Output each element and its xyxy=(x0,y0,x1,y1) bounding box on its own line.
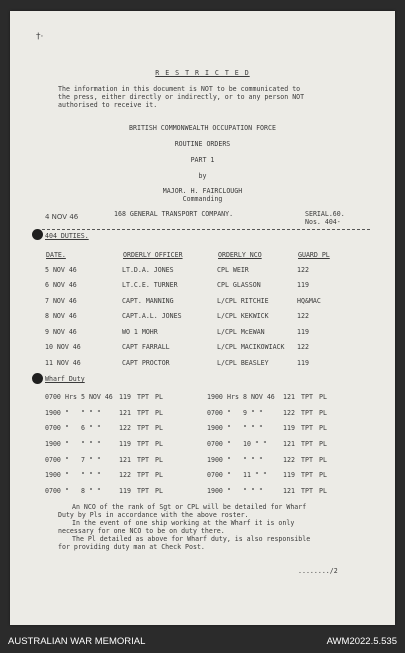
shift-time: 0700 xyxy=(45,392,61,401)
orderly-officer: CAPT FARRALL xyxy=(122,343,170,352)
orderly-officer: WO 1 MOHR xyxy=(122,327,158,336)
shift-time: 1900 xyxy=(207,392,223,401)
order-numbers: Nos. 404- xyxy=(305,218,341,226)
shift-date: 10 " " xyxy=(243,439,267,448)
platoon-number: 119 xyxy=(119,392,131,401)
duty-date: 5 NOV 46 xyxy=(45,265,77,274)
pl-label: PL xyxy=(155,439,163,448)
wharf-duty-table xyxy=(45,389,339,499)
orderly-officer: LT.C.E. TURNER xyxy=(122,281,178,290)
shift-date: 8 " " xyxy=(81,486,101,495)
wharf-row xyxy=(45,436,339,452)
commanding-officer: MAJOR. H. FAIRCLOUGH xyxy=(162,187,243,195)
shift-date: " " " xyxy=(243,486,263,495)
platoon-number: 121 xyxy=(119,408,131,417)
hours-label: " xyxy=(65,471,69,480)
column-header-date: DATE. xyxy=(46,250,66,259)
notice-line-1: The information in this document is NOT to be communicated to xyxy=(58,85,301,93)
tpt-label: TPT xyxy=(301,455,313,464)
orderly-officer: LT.D.A. JONES xyxy=(122,265,174,274)
order-date: 4 NOV 46 xyxy=(45,213,79,221)
hours-label: " xyxy=(227,455,231,464)
wharf-heading: Wharf Duty xyxy=(45,375,85,383)
guard-platoon: 122 xyxy=(297,312,309,321)
tpt-label: TPT xyxy=(301,408,313,417)
duty-date: 10 NOV 46 xyxy=(45,343,81,352)
note-line-4: necessary for one NCO to be on duty there. xyxy=(58,527,225,535)
note-line-6: for providing duty man at Check Post. xyxy=(58,543,205,551)
guard-platoon: 122 xyxy=(297,343,309,352)
duty-date: 11 NOV 46 xyxy=(45,358,81,367)
guard-platoon: HQ&MAC xyxy=(297,296,321,305)
wharf-row xyxy=(45,483,339,499)
platoon-number: 122 xyxy=(283,455,295,464)
tpt-label: TPT xyxy=(137,455,149,464)
shift-date: " " " xyxy=(81,471,101,480)
guard-platoon: 119 xyxy=(297,281,309,290)
shift-date: 9 " " xyxy=(243,408,263,417)
guard-platoon: 119 xyxy=(297,327,309,336)
shift-date: " " " xyxy=(81,439,101,448)
force-title: BRITISH COMMONWEALTH OCCUPATION FORCE xyxy=(129,124,276,132)
pl-label: PL xyxy=(155,471,163,480)
platoon-number: 119 xyxy=(283,424,295,433)
duties-row xyxy=(45,309,357,325)
shift-time: 1900 xyxy=(207,424,223,433)
pl-label: PL xyxy=(155,424,163,433)
document-page xyxy=(10,11,395,625)
guard-platoon: 122 xyxy=(297,265,309,274)
note-line-2: Duty by Pls in accordance with the above roster. xyxy=(58,511,249,519)
tpt-label: TPT xyxy=(301,486,313,495)
orderly-nco: L/CPL RITCHIE xyxy=(217,296,269,305)
hours-label: " xyxy=(65,424,69,433)
hours-label: " xyxy=(65,455,69,464)
handwritten-mark: †· xyxy=(36,32,44,42)
part-label: PART 1 xyxy=(190,156,215,164)
tpt-label: TPT xyxy=(301,424,313,433)
commanding-label: Commanding xyxy=(182,195,223,203)
duty-date: 6 NOV 46 xyxy=(45,281,77,290)
shift-date: " " " xyxy=(243,424,263,433)
platoon-number: 121 xyxy=(283,439,295,448)
section-divider xyxy=(42,229,370,230)
pl-label: PL xyxy=(155,486,163,495)
wharf-row xyxy=(45,420,339,436)
shift-date: " " " xyxy=(81,408,101,417)
shift-time: 1900 xyxy=(207,455,223,464)
hours-label: " xyxy=(65,408,69,417)
orderly-officer: CAPT.A.L. JONES xyxy=(122,312,182,321)
by-label: by xyxy=(198,172,207,180)
orderly-officer: CAPT. MANNING xyxy=(122,296,174,305)
doc-type: ROUTINE ORDERS xyxy=(174,140,231,148)
platoon-number: 122 xyxy=(283,408,295,417)
punch-hole-bottom xyxy=(32,373,43,384)
shift-time: 0700 xyxy=(45,455,61,464)
orderly-nco: L/CPL McEWAN xyxy=(217,327,265,336)
notice-line-2: the press, either directly or indirectly, or to any person NOT xyxy=(58,93,305,101)
hours-label: " xyxy=(227,471,231,480)
duty-date: 7 NOV 46 xyxy=(45,296,77,305)
platoon-number: 121 xyxy=(283,486,295,495)
hours-label: " xyxy=(65,439,69,448)
column-header-officer: ORDERLY OFFICER xyxy=(123,250,183,259)
hours-label: " xyxy=(227,439,231,448)
wharf-row xyxy=(45,389,339,405)
duties-row xyxy=(45,324,357,340)
column-header-nco: ORDERLY NCO xyxy=(218,250,262,259)
punch-hole-top xyxy=(32,229,43,240)
pl-label: PL xyxy=(319,408,327,417)
tpt-label: TPT xyxy=(137,408,149,417)
pl-label: PL xyxy=(319,455,327,464)
shift-time: 0700 xyxy=(207,408,223,417)
column-header-guard: GUARD PL xyxy=(298,250,330,259)
tpt-label: TPT xyxy=(137,424,149,433)
wharf-row xyxy=(45,467,339,483)
hours-label: Hrs xyxy=(65,392,77,401)
shift-date: 7 " " xyxy=(81,455,101,464)
duties-heading: 404 DUTIES. xyxy=(45,232,89,240)
continuation-marker: ......../2 xyxy=(298,567,338,575)
shift-date: 8 NOV 46 xyxy=(243,392,275,401)
tpt-label: TPT xyxy=(301,471,313,480)
footer-institution: AUSTRALIAN WAR MEMORIAL xyxy=(8,636,146,647)
orderly-nco: CPL GLASSON xyxy=(217,281,261,290)
pl-label: PL xyxy=(319,471,327,480)
duties-row xyxy=(45,340,357,356)
platoon-number: 121 xyxy=(119,455,131,464)
hours-label: " xyxy=(227,486,231,495)
pl-label: PL xyxy=(319,392,327,401)
pl-label: PL xyxy=(155,392,163,401)
shift-time: 0700 xyxy=(45,424,61,433)
pl-label: PL xyxy=(319,439,327,448)
platoon-number: 119 xyxy=(119,439,131,448)
tpt-label: TPT xyxy=(137,486,149,495)
shift-time: 1900 xyxy=(207,486,223,495)
duties-row xyxy=(45,293,357,309)
classification-label: R E S T R I C T E D xyxy=(155,69,250,77)
duty-date: 8 NOV 46 xyxy=(45,312,77,321)
pl-label: PL xyxy=(155,408,163,417)
shift-date: 11 " " xyxy=(243,471,267,480)
shift-time: 0700 xyxy=(207,471,223,480)
orderly-nco: CPL WEIR xyxy=(217,265,249,274)
wharf-row xyxy=(45,452,339,468)
guard-platoon: 119 xyxy=(297,358,309,367)
shift-time: 1900 xyxy=(45,408,61,417)
note-line-5: The Pl detailed as above for Wharf duty, is also responsible xyxy=(72,535,311,543)
duties-table xyxy=(45,247,357,371)
archive-footer xyxy=(0,630,405,653)
pl-label: PL xyxy=(319,486,327,495)
duties-row xyxy=(45,278,357,294)
pl-label: PL xyxy=(155,455,163,464)
shift-time: 1900 xyxy=(45,471,61,480)
platoon-number: 119 xyxy=(283,471,295,480)
duties-row xyxy=(45,262,357,278)
tpt-label: TPT xyxy=(301,392,313,401)
notice-line-3: authorised to receive it. xyxy=(58,101,158,109)
orderly-officer: CAPT PROCTOR xyxy=(122,358,170,367)
note-line-1: An NCO of the rank of Sgt or CPL will be detailed for Wharf xyxy=(72,503,307,511)
orderly-nco: L/CPL KEKWICK xyxy=(217,312,269,321)
duties-row xyxy=(45,355,357,371)
shift-date: " " " xyxy=(243,455,263,464)
shift-date: 6 " " xyxy=(81,424,101,433)
serial-number: SERIAL.60. xyxy=(305,210,345,218)
shift-time: 0700 xyxy=(45,486,61,495)
platoon-number: 119 xyxy=(119,486,131,495)
note-line-3: In the event of one ship working at the Wharf it is only xyxy=(72,519,295,527)
unit-name: 168 GENERAL TRANSPORT COMPANY. xyxy=(114,210,234,218)
shift-date: 5 NOV 46 xyxy=(81,392,113,401)
shift-time: 0700 xyxy=(207,439,223,448)
pl-label: PL xyxy=(319,424,327,433)
platoon-number: 121 xyxy=(283,392,295,401)
hours-label: " xyxy=(227,424,231,433)
orderly-nco: L/CPL MACIKOWIACK xyxy=(217,343,285,352)
tpt-label: TPT xyxy=(137,439,149,448)
shift-time: 1900 xyxy=(45,439,61,448)
platoon-number: 122 xyxy=(119,424,131,433)
tpt-label: TPT xyxy=(137,392,149,401)
wharf-row xyxy=(45,405,339,421)
tpt-label: TPT xyxy=(301,439,313,448)
hours-label: " xyxy=(227,408,231,417)
footer-accession-number: AWM2022.5.535 xyxy=(326,636,397,647)
tpt-label: TPT xyxy=(137,471,149,480)
orderly-nco: L/CPL BEASLEY xyxy=(217,358,269,367)
duty-date: 9 NOV 46 xyxy=(45,327,77,336)
hours-label: Hrs xyxy=(227,392,239,401)
hours-label: " xyxy=(65,486,69,495)
platoon-number: 122 xyxy=(119,471,131,480)
